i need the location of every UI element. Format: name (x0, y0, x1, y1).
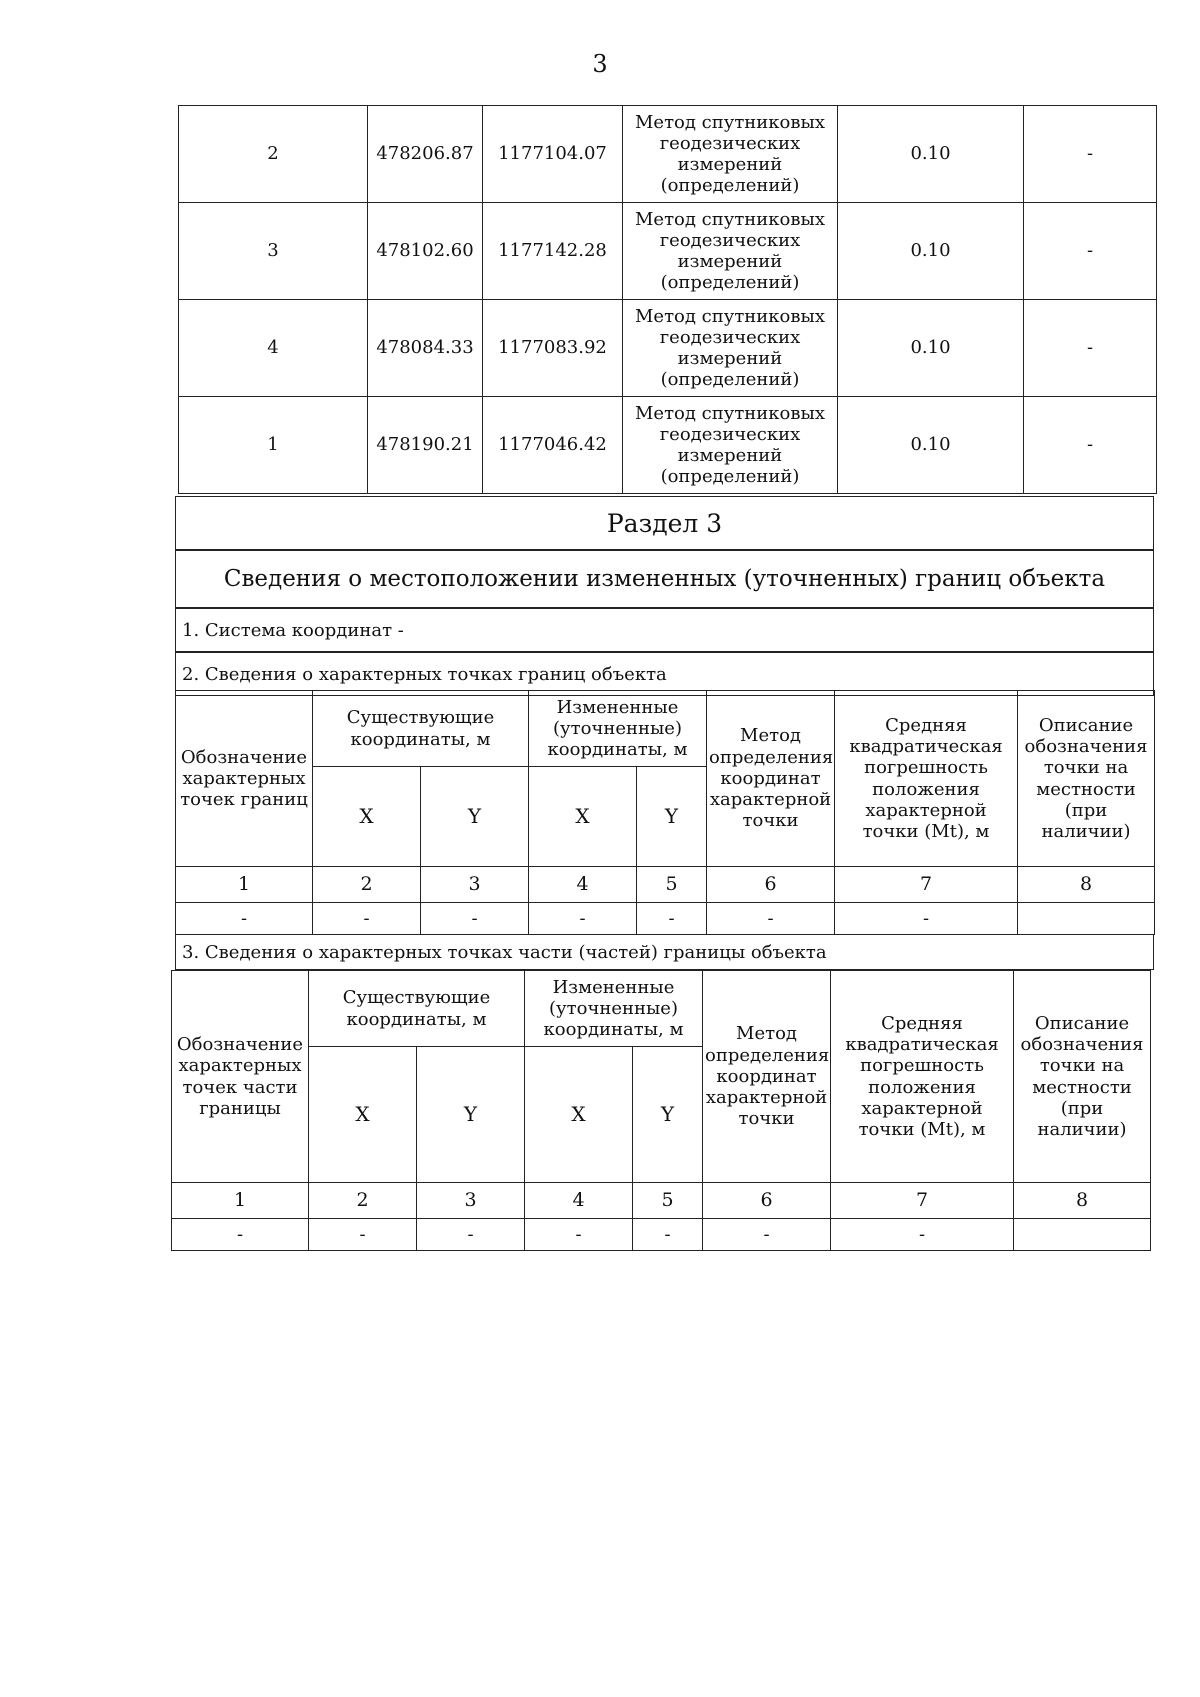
column-number: 6 (703, 1183, 831, 1219)
empty-cell: - (703, 1219, 831, 1251)
column-number: 1 (176, 867, 313, 903)
existing-coordinates-header: Существующие координаты, м (309, 971, 525, 1047)
header-row (176, 691, 1155, 767)
part-boundary-points-heading: 3. Сведения о характерных точках части (частей) границы объекта (175, 934, 1154, 970)
empty-cell (1018, 903, 1155, 935)
designation-header: Обозначение характерных точек границ (176, 691, 313, 867)
method-cell: Метод спутниковых геодезических измерений (определений) (623, 203, 838, 300)
changed-coordinates-header: Измененные (уточненные) координаты, м (529, 691, 707, 767)
column-number: 2 (313, 867, 421, 903)
y-header: Y (637, 767, 707, 867)
x-coordinate: 478206.87 (368, 106, 483, 203)
accuracy-cell: 0.10 (838, 300, 1024, 397)
column-numbers-row (176, 867, 1155, 903)
point-number: 4 (179, 300, 368, 397)
point-number: 1 (179, 397, 368, 494)
method-cell: Метод спутниковых геодезических измерений (определений) (623, 397, 838, 494)
column-number: 4 (525, 1183, 633, 1219)
accuracy-cell: 0.10 (838, 106, 1024, 203)
empty-cell: - (421, 903, 529, 935)
accuracy-cell: 0.10 (838, 203, 1024, 300)
column-number: 2 (309, 1183, 417, 1219)
empty-cell: - (633, 1219, 703, 1251)
designation-header: Обозначение характерных точек части границы (172, 971, 309, 1183)
column-number: 3 (417, 1183, 525, 1219)
description-cell: - (1024, 397, 1157, 494)
method-cell: Метод спутниковых геодезических измерений (определений) (623, 300, 838, 397)
y-header: Y (417, 1047, 525, 1183)
existing-coordinates-header: Существующие координаты, м (313, 691, 529, 767)
column-number: 6 (707, 867, 835, 903)
page-number: 3 (592, 50, 608, 78)
section-title: Раздел 3 (175, 496, 1154, 550)
x-header: X (313, 767, 421, 867)
coordinates-continuation-table (178, 105, 1157, 494)
column-number: 4 (529, 867, 637, 903)
column-number: 8 (1018, 867, 1155, 903)
y-coordinate: 1177046.42 (483, 397, 623, 494)
empty-cell: - (637, 903, 707, 935)
column-number: 1 (172, 1183, 309, 1219)
point-number: 2 (179, 106, 368, 203)
header-row (172, 971, 1151, 1047)
column-number: 8 (1014, 1183, 1151, 1219)
section-subtitle: Сведения о местоположении измененных (уточненных) границ объекта (175, 550, 1154, 608)
empty-cell: - (313, 903, 421, 935)
column-number: 7 (831, 1183, 1014, 1219)
empty-cell: - (417, 1219, 525, 1251)
empty-cell (1014, 1219, 1151, 1251)
table-row (179, 203, 1157, 300)
x-coordinate: 478102.60 (368, 203, 483, 300)
description-header: Описание обозначения точки на местности (при наличии) (1018, 691, 1155, 867)
y-coordinate: 1177083.92 (483, 300, 623, 397)
x-coordinate: 478084.33 (368, 300, 483, 397)
table-row (179, 300, 1157, 397)
point-number: 3 (179, 203, 368, 300)
accuracy-header: Средняя квадратическая погрешность положения характерной точки (Mt), м (835, 691, 1018, 867)
column-number: 3 (421, 867, 529, 903)
changed-coordinates-header: Измененные (уточненные) координаты, м (525, 971, 703, 1047)
table-row (179, 106, 1157, 203)
x-header: X (529, 767, 637, 867)
method-header: Метод определения координат характерной точки (707, 691, 835, 867)
empty-cell: - (707, 903, 835, 935)
x-header: X (525, 1047, 633, 1183)
empty-cell: - (831, 1219, 1014, 1251)
column-number: 5 (637, 867, 707, 903)
column-number: 7 (835, 867, 1018, 903)
method-cell: Метод спутниковых геодезических измерений (определений) (623, 106, 838, 203)
accuracy-header: Средняя квадратическая погрешность положения характерной точки (Mt), м (831, 971, 1014, 1183)
description-cell: - (1024, 203, 1157, 300)
x-header: X (309, 1047, 417, 1183)
empty-cell: - (176, 903, 313, 935)
column-number: 5 (633, 1183, 703, 1219)
description-cell: - (1024, 300, 1157, 397)
y-header: Y (421, 767, 529, 867)
y-header: Y (633, 1047, 703, 1183)
method-header: Метод определения координат характерной точки (703, 971, 831, 1183)
y-coordinate: 1177104.07 (483, 106, 623, 203)
empty-cell: - (835, 903, 1018, 935)
table-row (176, 903, 1155, 935)
empty-cell: - (525, 1219, 633, 1251)
boundary-points-table (175, 690, 1155, 935)
coordinate-system-line: 1. Система координат - (175, 608, 1154, 652)
column-numbers-row (172, 1183, 1151, 1219)
empty-cell: - (309, 1219, 417, 1251)
table-row (179, 397, 1157, 494)
y-coordinate: 1177142.28 (483, 203, 623, 300)
part-boundary-points-table (171, 970, 1151, 1251)
empty-cell: - (172, 1219, 309, 1251)
description-header: Описание обозначения точки на местности (при наличии) (1014, 971, 1151, 1183)
description-cell: - (1024, 106, 1157, 203)
x-coordinate: 478190.21 (368, 397, 483, 494)
boundary-points-heading: 2. Сведения о характерных точках границ объекта (175, 652, 1154, 696)
empty-cell: - (529, 903, 637, 935)
accuracy-cell: 0.10 (838, 397, 1024, 494)
table-row (172, 1219, 1151, 1251)
